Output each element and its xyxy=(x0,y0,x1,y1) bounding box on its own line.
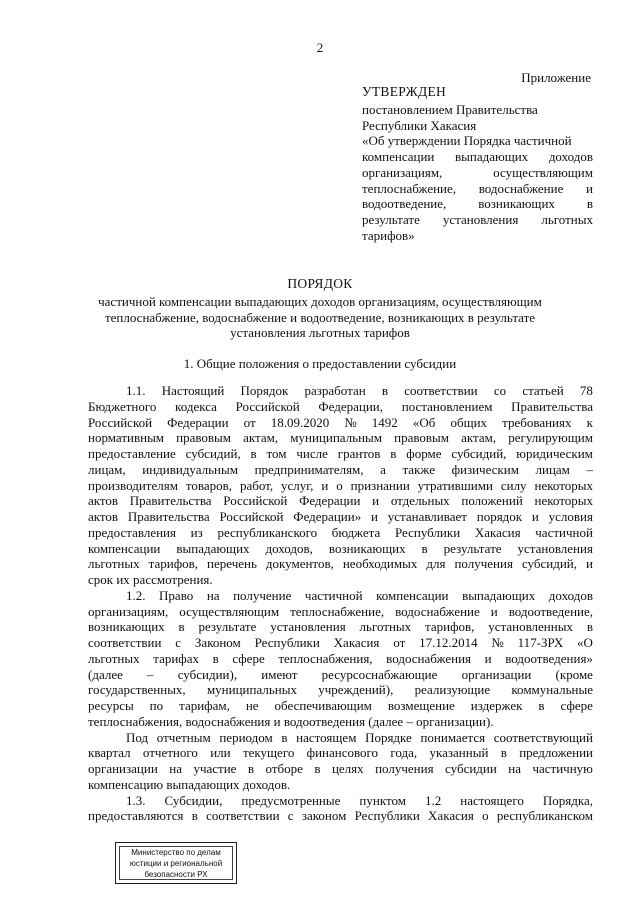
body-line: нормативным правовым актам, муниципальным правовым актам, регулирующим xyxy=(88,430,593,446)
subtitle-line: частичной компенсации выпадающих доходов организациям, осуществляющим xyxy=(98,294,542,309)
body-line: Под отчетным периодом в настоящем Порядке понимается соответствующий xyxy=(126,729,593,745)
approval-line: тарифов» xyxy=(362,227,415,243)
body-line: компенсации выпадающих доходов, возникающих в результате установления xyxy=(88,540,593,556)
body-line: квартал отчетного или текущего финансового года, указанный в предложении xyxy=(88,745,593,761)
body-line: теплоснабжения, водоснабжения и водоотведения (далее – организации). xyxy=(88,713,494,729)
document-subtitle xyxy=(40,294,600,341)
approval-line: «Об утверждении Порядка частичной xyxy=(362,133,572,149)
body-line: актов Правительства Российской Федерации и отдельных положений некоторых xyxy=(88,493,593,509)
body-line: срок их рассмотрения. xyxy=(88,572,213,587)
approval-line: Республики Хакасия xyxy=(362,117,477,133)
subtitle-line: установления льготных тарифов xyxy=(230,325,410,341)
body-line: государственных, муниципальных учреждений), реализующие коммунальные xyxy=(88,682,593,698)
approval-block xyxy=(362,102,593,243)
approval-line: водоотведение, возникающих в xyxy=(362,196,593,212)
body-line: (далее – субсидии), имеют ресурсоснабжающие организации (кроме xyxy=(88,666,593,682)
body-line: льготных тарифах в сфере теплоснабжения, водоснабжения и водоотведения» xyxy=(88,650,593,666)
approval-line: постановлением Правительства xyxy=(362,102,538,117)
approval-line: организациям, осуществляющим xyxy=(362,164,593,180)
subtitle-line: теплоснабжение, водоснабжение и водоотведение, возникающих в результате xyxy=(104,309,536,325)
body-line: 1.1. Настоящий Порядок разработан в соответствии со статьей 78 xyxy=(126,383,593,398)
approval-line: результате установления льготных xyxy=(362,211,593,227)
approval-line: теплоснабжение, водоснабжение и xyxy=(362,180,593,196)
body-line: лицам, индивидуальным предпринимателям, а также физическим лицам – xyxy=(88,461,593,477)
body-line: организациям, осуществляющим теплоснабжение, водоснабжение и водоотведение, xyxy=(88,603,593,619)
stamp-line: Министерство по делам xyxy=(131,848,221,857)
body-line: актов Правительства Российской Федерации» и устанавливает порядок и условия xyxy=(88,509,593,524)
body-line: производителям товаров, работ, услуг, и о признании утратившими силу некоторых xyxy=(88,477,593,493)
body-line: компенсацию выпадающих доходов. xyxy=(88,776,291,792)
stamp-line: юстиции и региональной xyxy=(129,859,223,868)
body-line: 1.3. Субсидии, предусмотренные пунктом 1.2 настоящего Порядка, xyxy=(126,792,593,808)
body-line: организации на участие в отборе в целях получения субсидии на частичную xyxy=(88,761,593,776)
body-line: соответствии с Законом Республики Хакасия от 17.12.2014 № 117-ЗРХ «О xyxy=(88,635,593,650)
body-line: 1.2. Право на получение частичной компенсации выпадающих доходов xyxy=(126,587,593,603)
appendix-label: Приложение xyxy=(521,70,591,85)
body-line: возникающих в результате установления льготных тарифов, установленных в xyxy=(88,619,593,635)
body-line: Российской Федерации от 18.09.2020 № 1492 «Об общих требованиях к xyxy=(88,414,593,430)
body-line: Бюджетного кодекса Российской Федерации, постановлением Правительства xyxy=(88,398,593,414)
body-line: льготных тарифов, перечень документов, необходимых для получения субсидий, и xyxy=(88,556,593,572)
body-line: предоставления из республиканского бюджета Республики Хакасия частичной xyxy=(88,524,593,540)
body-line: ресурсы по тарифам, не обеспечивающим возмещение издержек в сфере xyxy=(88,698,593,713)
document-title: ПОРЯДОК xyxy=(287,276,353,291)
body-text xyxy=(88,383,593,824)
registration-stamp xyxy=(115,842,237,884)
stamp-text xyxy=(116,847,236,880)
approval-line: компенсации выпадающих доходов xyxy=(362,149,593,165)
body-line: предоставляются в соответствии с законом Республики Хакасия о республиканском xyxy=(88,808,593,824)
body-line: предоставление субсидий, в том числе грантов в форме субсидий, юридическим xyxy=(88,446,593,461)
stamp-line: безопасности РХ xyxy=(144,870,208,879)
section-heading: 1. Общие положения о предоставлении субсидии xyxy=(183,356,457,371)
page-number: 2 xyxy=(316,40,324,55)
approved-heading: УТВЕРЖДЕН xyxy=(362,84,447,99)
